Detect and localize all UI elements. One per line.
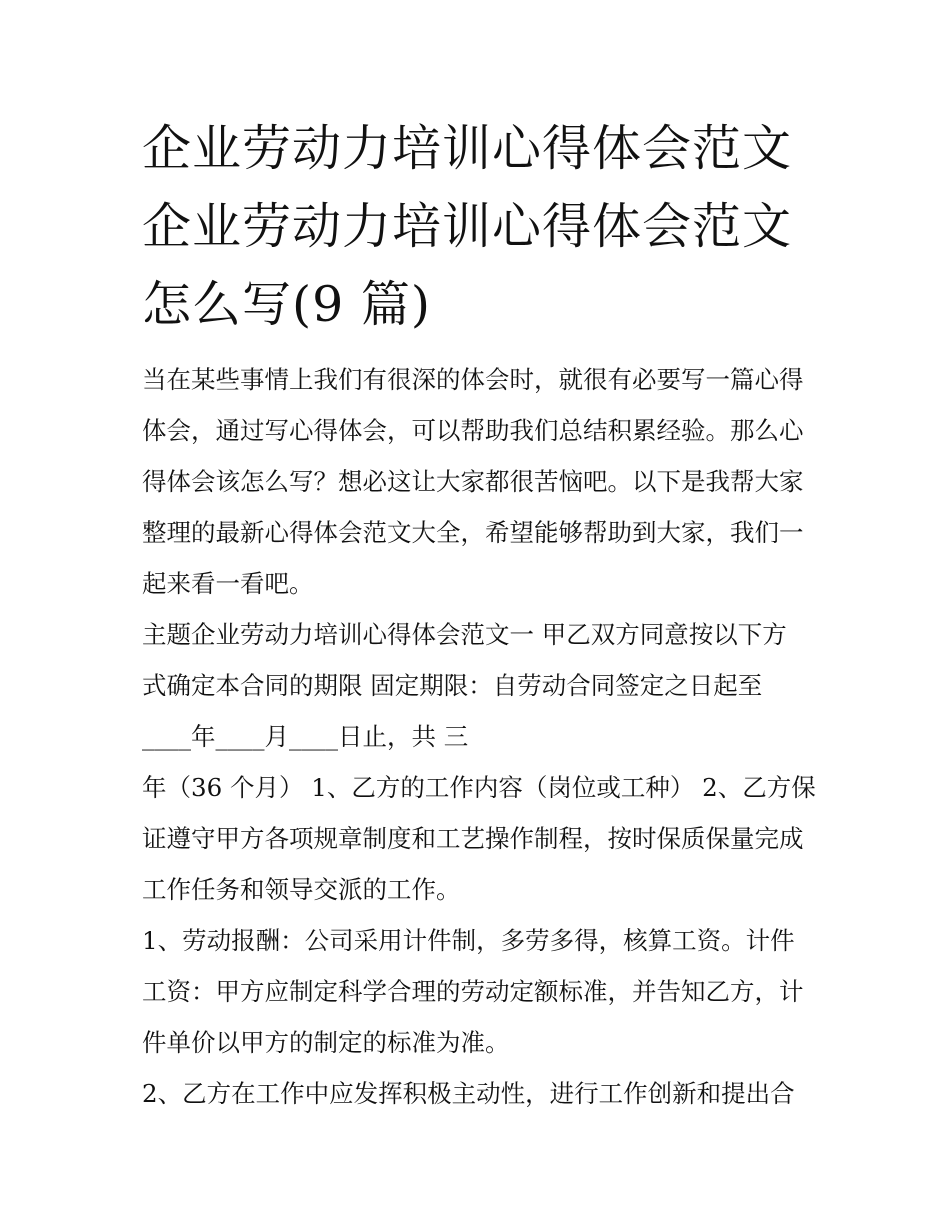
body-line: 式确定本合同的期限 固定期限：自劳动合同签定之日起至 xyxy=(142,671,763,700)
body-line: 体会，通过写心得体会，可以帮助我们总结积累经验。那么心 xyxy=(142,416,804,445)
body-line: 起来看一看吧。 xyxy=(142,569,314,598)
body-line: 得体会该怎么写？想必这让大家都很苦恼吧。以下是我帮大家 xyxy=(142,467,804,496)
body-line: 证遵守甲方各项规章制度和工艺操作制程，按时保质保量完成 xyxy=(142,824,804,853)
title-line-2: 企业劳动力培训心得体会范文 xyxy=(142,198,793,255)
body-line: 年（36 个月） 1、乙方的工作内容（岗位或工种） 2、乙方保 xyxy=(142,773,816,802)
body-line: 主题企业劳动力培训心得体会范文一 甲乙双方同意按以下方 xyxy=(142,620,787,649)
document-body xyxy=(142,354,822,1119)
title-line-1: 企业劳动力培训心得体会范文 xyxy=(142,120,793,177)
body-line: 件单价以甲方的制定的标准为准。 xyxy=(142,1028,510,1057)
body-line: 工资：甲方应制定科学合理的劳动定额标准，并告知乙方，计 xyxy=(142,977,804,1006)
body-line: ____年____月____日止，共 三 xyxy=(142,722,469,751)
title-line-3: 怎么写(9 篇) xyxy=(142,276,431,333)
body-line: 当在某些事情上我们有很深的体会时，就很有必要写一篇心得 xyxy=(142,365,804,394)
body-line: 1、劳动报酬：公司采用计件制，多劳多得，核算工资。计件 xyxy=(142,926,795,955)
body-line: 工作任务和领导交派的工作。 xyxy=(142,875,461,904)
document-title xyxy=(142,110,822,344)
body-line: 整理的最新心得体会范文大全，希望能够帮助到大家，我们一 xyxy=(142,518,804,547)
body-line: 2、乙方在工作中应发挥积极主动性，进行工作创新和提出合 xyxy=(142,1079,795,1108)
